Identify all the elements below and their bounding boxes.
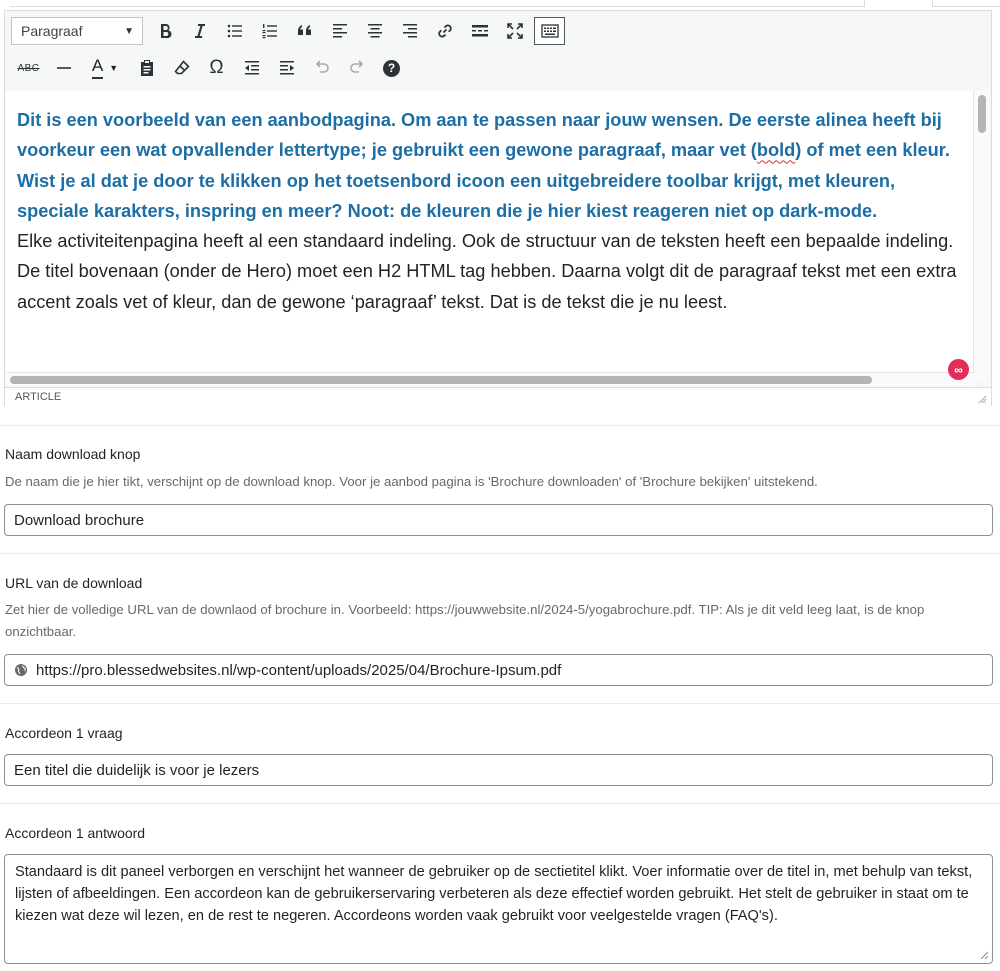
rich-text-editor: [4, 10, 992, 406]
undo-button[interactable]: [304, 53, 339, 83]
indent-button[interactable]: [269, 53, 304, 83]
toolbar-row-primary: [11, 16, 565, 46]
top-strip: [0, 0, 1000, 8]
fullscreen-button[interactable]: [497, 16, 532, 46]
download-name-field: [0, 425, 1000, 554]
quote-icon: [295, 21, 315, 41]
bullet-list-button[interactable]: [217, 16, 252, 46]
help-label: ?: [387, 61, 396, 75]
help-icon: [383, 60, 400, 77]
redo-button[interactable]: [339, 53, 374, 83]
vertical-scrollbar[interactable]: [973, 91, 989, 381]
blockquote-button[interactable]: [287, 16, 322, 46]
accordion1-question-input[interactable]: [4, 754, 993, 786]
accordion1-answer-value: Standaard is dit paneel verborgen en verschijnt het wanneer de gebruiker op de sectietitel klikt. Voer informatie over de titel in, met behulp van tekst, lijsten of afbeeldingen. Een accordeon kan de gebruikerservaring verbeteren als deze effectief worden gebruikt. Het stelt de gebruiker in staat om te kiezen wat deze wil lezen, en de rest te negeren. Accordeons worden vaak gebruikt voor veelgestelde vragen (FAQ's).: [15, 864, 973, 924]
element-path[interactable]: ARTICLE: [15, 391, 62, 403]
indent-icon: [277, 58, 297, 78]
help-button[interactable]: [374, 53, 409, 83]
strikethrough-icon: ABC: [17, 62, 40, 74]
accordion1-answer-label: Accordeon 1 antwoord: [5, 825, 146, 841]
italic-button[interactable]: [182, 16, 217, 46]
clipboard-icon: [137, 58, 157, 78]
read-more-button[interactable]: [462, 16, 497, 46]
chevron-down-icon: ▼: [109, 63, 119, 73]
omega-icon: Ω: [209, 57, 224, 78]
toolbar-toggle-button[interactable]: [534, 17, 565, 45]
text-color-label: A: [91, 56, 104, 75]
download-url-label: URL van de download: [5, 575, 143, 591]
align-left-icon: [330, 21, 350, 41]
resize-grip-icon[interactable]: [980, 951, 989, 960]
accordion1-question-label: Accordeon 1 vraag: [5, 725, 123, 741]
download-url-value: https://pro.blessedwebsites.nl/wp-content/uploads/2025/04/Brochure-Ipsum.pdf: [36, 661, 562, 679]
download-url-description: Zet hier de volledige URL van de downlaod of brochure in. Voorbeeld: https://jouwwebsite.nl/2024-5/yogabrochure.pdf. TIP: Als je dit veld leeg laat, is de knop onzichtbaar.: [5, 602, 925, 639]
bold-icon: [155, 21, 175, 41]
lead-paragraph: [6, 91, 976, 226]
align-left-button[interactable]: [322, 16, 357, 46]
paste-as-text-button[interactable]: [129, 53, 164, 83]
horizontal-scrollbar[interactable]: [6, 372, 974, 386]
download-name-description: De naam die je hier tikt, verschijnt op de download knop. Voor je aanbod pagina is 'Brochure downloaden' of 'Brochure bekijken' uitstekend.: [5, 474, 818, 489]
accordion1-question-field: [0, 703, 1000, 804]
numbered-list-button[interactable]: [252, 16, 287, 46]
download-name-input[interactable]: [4, 504, 993, 536]
align-center-button[interactable]: [357, 16, 392, 46]
insert-link-button[interactable]: [427, 16, 462, 46]
italic-icon: [190, 21, 210, 41]
chevron-down-icon: ▼: [124, 25, 134, 37]
horizontal-line-icon: [54, 58, 74, 78]
link-icon: [435, 21, 455, 41]
download-name-label: Naam download knop: [5, 446, 141, 462]
top-strip-right: [932, 0, 1000, 7]
format-select-value: Paragraaf: [21, 23, 83, 39]
vertical-scroll-thumb[interactable]: [978, 95, 986, 133]
infinity-icon: ∞: [954, 362, 963, 377]
bullet-list-icon: [225, 21, 245, 41]
text-color-button[interactable]: [81, 53, 129, 83]
horizontal-scroll-thumb[interactable]: [10, 376, 872, 384]
accordion1-answer-textarea[interactable]: [4, 854, 993, 964]
align-right-button[interactable]: [392, 16, 427, 46]
outdent-button[interactable]: [234, 53, 269, 83]
horizontal-line-button[interactable]: [46, 53, 81, 83]
strikethrough-button[interactable]: [11, 53, 46, 83]
clear-formatting-button[interactable]: [164, 53, 199, 83]
outdent-icon: [242, 58, 262, 78]
redo-icon: [347, 58, 367, 78]
resize-grip-icon[interactable]: [977, 394, 987, 404]
numbered-list-icon: [260, 21, 280, 41]
lead-bold-word: bold: [756, 140, 796, 161]
download-name-value: Download brochure: [14, 511, 145, 529]
lead-text-2: ) of met een kleur. Wist je al dat je door te klikken op het toetsenbord icoon een uitgebreidere toolbar krijgt, met kleuren, speciale karakters, inspring en meer? Noot: de kleuren die je hier kiest reageren niet op dark-mode.: [17, 140, 950, 221]
text-color-icon: [92, 57, 103, 79]
toolbar-row-secondary: [11, 53, 409, 83]
bold-button[interactable]: [147, 16, 182, 46]
editor-content[interactable]: [6, 91, 976, 381]
top-strip-left: [10, 0, 865, 7]
accordion1-answer-field: [0, 803, 1000, 971]
lead-text-1: Dit is een voorbeeld van een aanbodpagina. Om aan te passen naar jouw wensen. De eerste alinea heeft bij voorkeur een wat opvallender lettertype; je gebruikt een gewone paragraaf, maar vet (: [17, 110, 942, 161]
align-center-icon: [365, 21, 385, 41]
editor-statusbar: [5, 387, 991, 406]
read-more-icon: [470, 21, 490, 41]
special-character-button[interactable]: [199, 53, 234, 83]
download-url-field: [0, 553, 1000, 704]
undo-icon: [312, 58, 332, 78]
eraser-icon: [172, 58, 192, 78]
align-right-icon: [400, 21, 420, 41]
fullscreen-icon: [505, 21, 525, 41]
accordion1-question-value: Een titel die duidelijk is voor je lezers: [14, 761, 260, 779]
grammar-check-badge[interactable]: [948, 359, 969, 380]
download-url-input[interactable]: [4, 654, 993, 686]
format-select[interactable]: [11, 17, 143, 45]
keyboard-icon: [540, 21, 560, 41]
globe-icon: [14, 663, 28, 677]
body-paragraph: Elke activiteitenpagina heeft al een standaard indeling. Ook de structuur van de teksten heeft een bepaalde indeling. De titel bovenaan (onder de Hero) moet een H2 HTML tag hebben. Daarna volgt dit de paragraaf tekst met een extra accent zoals vet of kleur, dan de gewone ‘paragraaf’ tekst. Dat is de tekst die je nu leest.: [17, 231, 957, 312]
